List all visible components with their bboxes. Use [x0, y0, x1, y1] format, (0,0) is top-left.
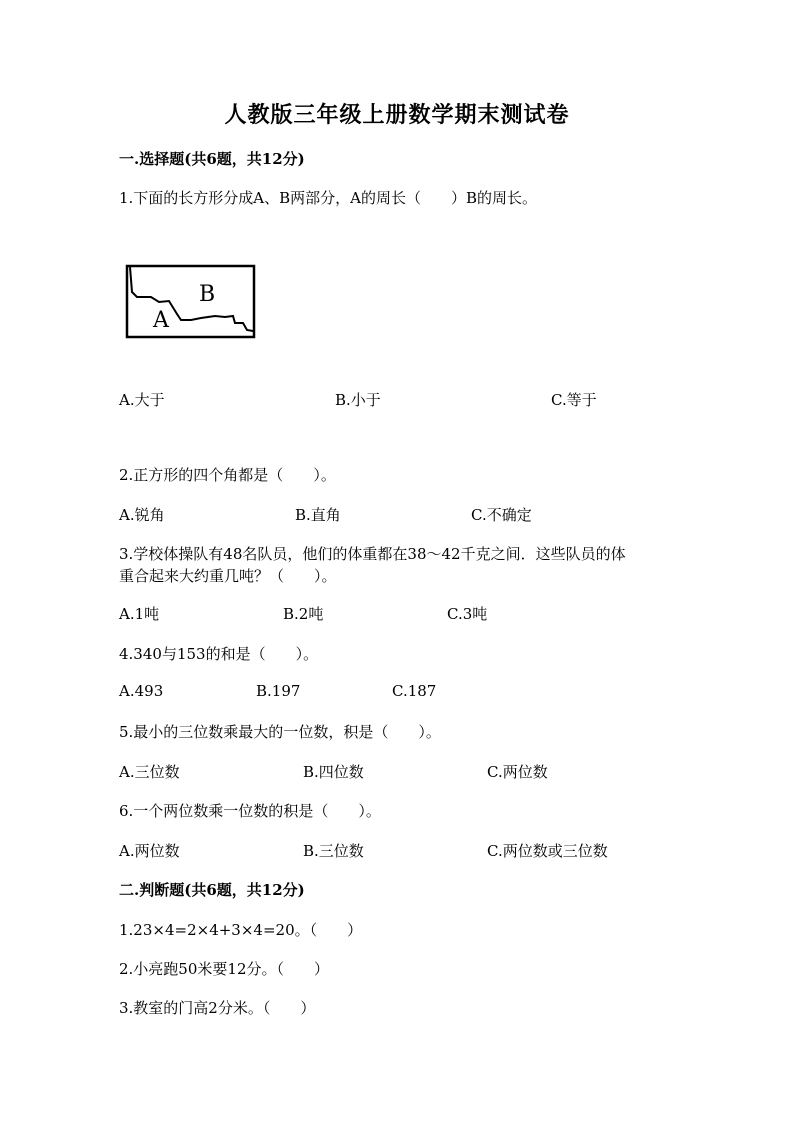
question-4-option-c: C.187 [392, 682, 437, 700]
question-3-option-a: A.1吨 [119, 605, 160, 623]
question-3-option-b: B.2吨 [283, 605, 324, 623]
question-1-option-c: C.等于 [551, 391, 597, 409]
question-1-option-a: A.大于 [119, 391, 165, 409]
question-1-stem: 1.下面的长方形分成A、B两部分，A的周长（ ）B的周长。 [119, 189, 538, 207]
question-6-stem: 6.一个两位数乘一位数的积是（ ）。 [119, 802, 381, 820]
question-5-stem: 5.最小的三位数乘最大的一位数，积是（ ）。 [119, 723, 441, 741]
region-a-label: A [153, 308, 169, 333]
section-heading-choice: 一.选择题(共6题，共12分) [119, 150, 305, 168]
question-2-option-c: C.不确定 [471, 506, 532, 524]
question-1-option-b: B.小于 [335, 391, 381, 409]
question-3-stem-line2: 重合起来大约重几吨？（ ）。 [119, 567, 337, 585]
region-b-label: B [199, 282, 216, 307]
question-4-option-b: B.197 [256, 682, 301, 700]
rectangle-divided-diagram [125, 264, 257, 340]
section-heading-judgment: 二.判断题(共6题，共12分) [119, 881, 305, 899]
page-title: 人教版三年级上册数学期末测试卷 [224, 102, 570, 128]
judgment-question-1: 1.23×4=2×4+3×4=20。（ ） [119, 921, 363, 939]
rectangle-figure [125, 264, 257, 344]
question-2-option-b: B.直角 [295, 506, 341, 524]
question-6-option-a: A.两位数 [119, 842, 180, 860]
judgment-question-3: 3.教室的门高2分米。（ ） [119, 999, 316, 1017]
question-3-option-c: C.3吨 [447, 605, 488, 623]
question-2-option-a: A.锐角 [119, 506, 165, 524]
judgment-question-2: 2.小亮跑50米要12分。（ ） [119, 960, 329, 978]
question-5-option-b: B.四位数 [303, 763, 364, 781]
question-4-option-a: A.493 [119, 682, 164, 700]
question-6-option-b: B.三位数 [303, 842, 364, 860]
question-5-option-a: A.三位数 [119, 763, 180, 781]
question-4-stem: 4.340与153的和是（ ）。 [119, 645, 319, 663]
question-6-option-c: C.两位数或三位数 [487, 842, 608, 860]
question-3-stem-line1: 3.学校体操队有48名队员，他们的体重都在38～42千克之间．这些队员的体 [119, 545, 626, 563]
question-2-stem: 2.正方形的四个角都是（ ）。 [119, 466, 336, 484]
question-5-option-c: C.两位数 [487, 763, 548, 781]
